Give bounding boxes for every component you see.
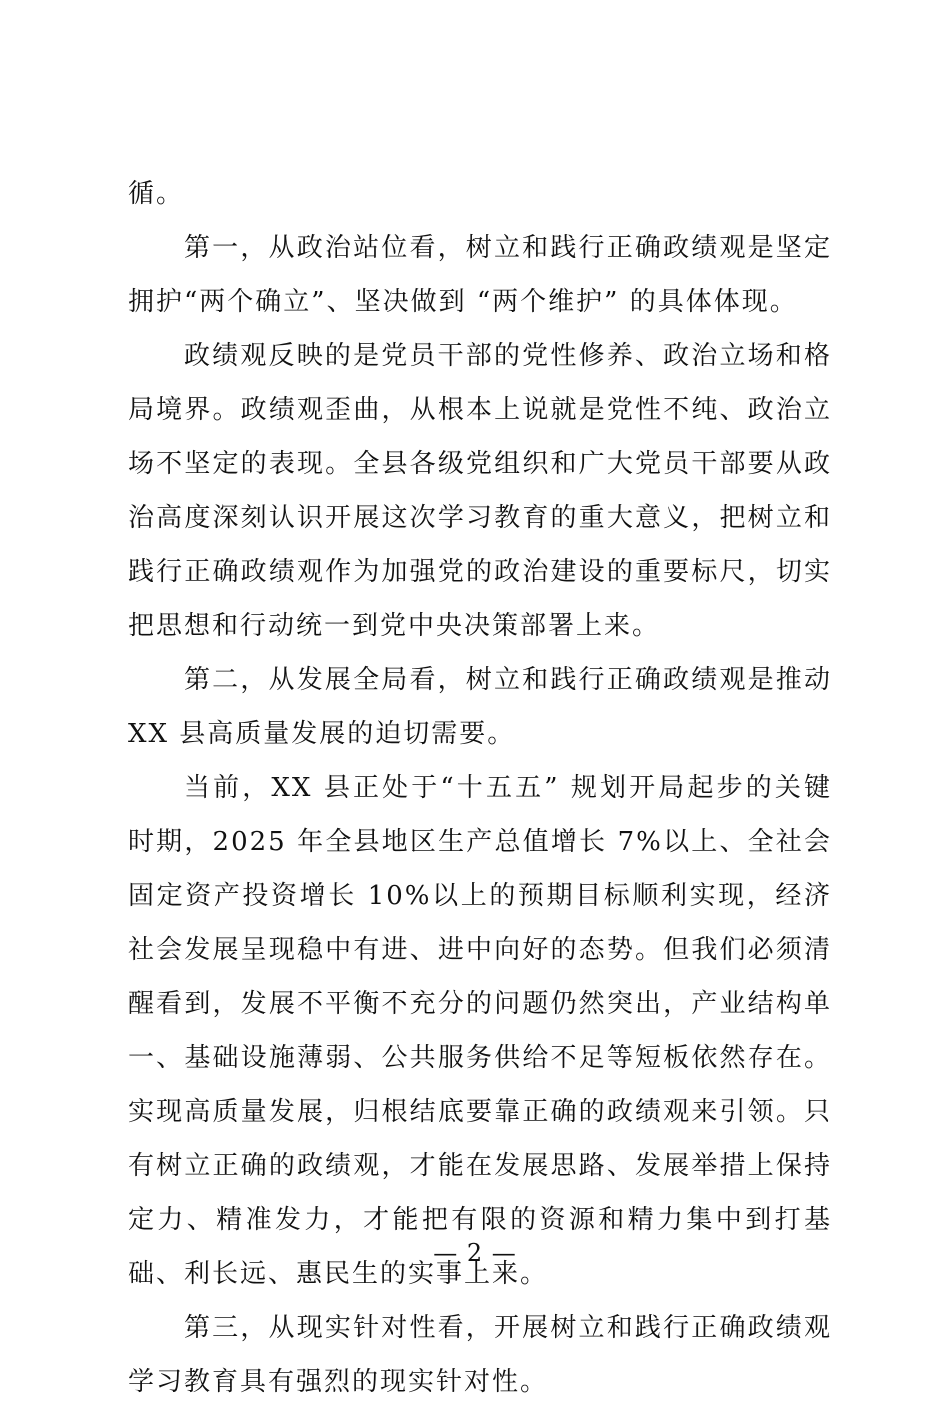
paragraph-continuation: 循。 — [128, 179, 185, 209]
document-body — [128, 167, 832, 1409]
page-number: — 2 — — [433, 1239, 517, 1267]
paragraph-point-one-heading: 第一，从政治站位看，树立和践行正确政绩观是坚定拥护“两个确立”、坚决做到 “两个维护” 的具体体现。 — [128, 233, 832, 317]
paragraph-point-two-heading: 第二，从发展全局看，树立和践行正确政绩观是推动 XX 县高质量发展的迫切需要。 — [128, 665, 832, 749]
paragraph-point-one-body: 政绩观反映的是党员干部的党性修养、政治立场和格局境界。政绩观歪曲，从根本上说就是党性不纯、政治立场不坚定的表现。全县各级党组织和广大党员干部要从政治高度深刻认识开展这次学习教育的重大意义，把树立和践行正确政绩观作为加强党的政治建设的重要标尺，切实把思想和行动统一到党中央决策部署上来。 — [128, 341, 832, 641]
paragraph-point-two-body: 当前，XX 县正处于“十五五” 规划开局起步的关键时期，2025 年全县地区生产总值增长 7%以上、全社会固定资产投资增长 10%以上的预期目标顺利实现，经济社会发展呈现稳中有进、进中向好的态势。但我们必须清醒看到，发展不平衡不充分的问题仍然突出，产业结构单一、基础设施薄弱、公共服务供给不足等短板依然存在。实现高质量发展，归根结底要靠正确的政绩观来引领。只有树立正确的政绩观，才能在发展思路、发展举措上保持定力、精准发力，才能把有限的资源和精力集中到打基础、利长远、惠民生的实事上来。 — [128, 773, 832, 1289]
paragraph-point-three-heading: 第三，从现实针对性看，开展树立和践行正确政绩观学习教育具有强烈的现实针对性。 — [128, 1313, 832, 1397]
